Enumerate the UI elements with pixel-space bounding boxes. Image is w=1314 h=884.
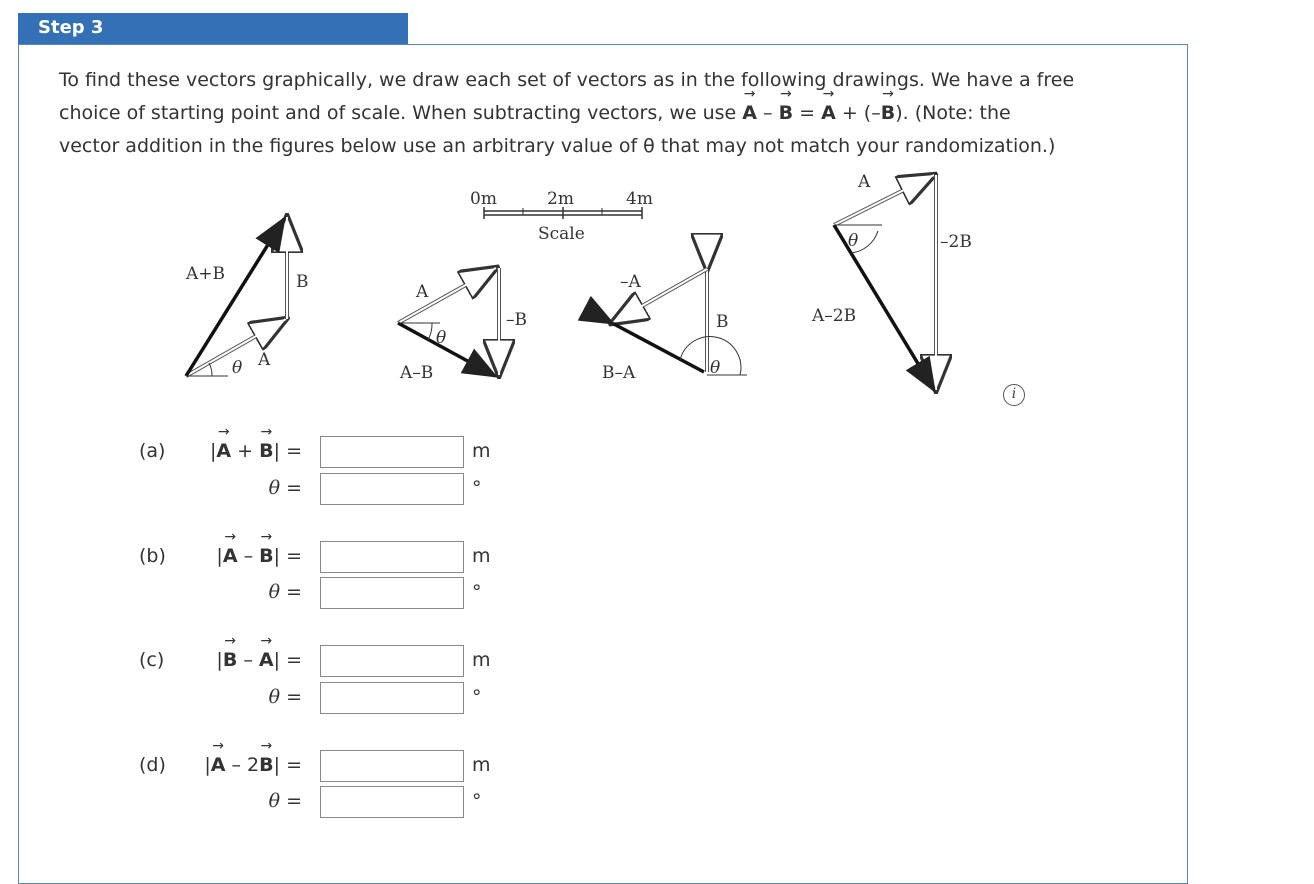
label-neg-2b: –2B [940, 232, 972, 252]
unit-meters: m [472, 649, 491, 671]
label-a-minus-b: A–B [400, 363, 434, 383]
label-a-minus-2b: A–2B [812, 306, 857, 326]
info-icon[interactable]: i [1003, 384, 1025, 406]
scale-tick-4: 4m [626, 189, 653, 209]
label-a: A [258, 350, 271, 370]
intro-line-2-text: choice of starting point and of scale. When subtracting vectors, we use [59, 102, 743, 124]
angle-input-b[interactable] [320, 577, 464, 609]
label-theta: θ [436, 328, 447, 348]
magnitude-expression [216, 545, 302, 567]
part-label: (c) [139, 649, 165, 671]
abs-bar-equals: | = [273, 545, 302, 567]
abs-bar: | [216, 649, 223, 671]
operator: – [237, 649, 259, 671]
label-b: B [716, 312, 729, 332]
theta-symbol: θ [268, 790, 281, 812]
label-neg-a: –A [620, 272, 641, 292]
unit-degrees: ° [472, 686, 482, 708]
magnitude-input-b[interactable] [320, 541, 464, 573]
scale-bar [470, 189, 653, 244]
question-c-magnitude-row [0, 645, 600, 679]
theta-symbol: θ [268, 581, 281, 603]
label-theta: θ [710, 358, 721, 378]
vector-diagram-svg [170, 165, 1010, 405]
abs-bar-equals: | = [273, 440, 302, 462]
theta-symbol: θ [268, 686, 281, 708]
question-b-magnitude-row [0, 541, 600, 575]
label-a: A [416, 282, 429, 302]
intro-line-2-end: ). (Note: the [895, 102, 1011, 124]
label-theta: θ [848, 231, 859, 251]
angle-expression [269, 686, 302, 708]
question-b-angle-row [0, 577, 600, 611]
magnitude-expression [210, 440, 302, 462]
label-a-plus-b: A+B [186, 264, 226, 284]
part-label: (d) [139, 754, 166, 776]
angle-expression [269, 581, 302, 603]
angle-expression [269, 477, 302, 499]
operator: + [231, 440, 260, 462]
question-d-magnitude-row [0, 750, 600, 784]
question-c-angle-row [0, 682, 600, 716]
intro-line-1: To find these vectors graphically, we draw each set of vectors as in the following drawings. We have a free [59, 69, 1075, 91]
scale-tick-0: 0m [470, 189, 497, 209]
plus-paren: + (– [835, 102, 881, 124]
vector-a: → A [211, 754, 226, 776]
magnitude-input-c[interactable] [320, 645, 464, 677]
diagram-a-plus-b [185, 217, 309, 378]
label-neg-b: –B [506, 310, 527, 330]
angle-expression [269, 790, 302, 812]
angle-input-a[interactable] [320, 473, 464, 505]
part-label: (a) [139, 440, 166, 462]
equals-sign: = [280, 790, 302, 812]
question-a-magnitude-row [0, 436, 600, 470]
vector-b: → B [881, 97, 895, 130]
unit-meters: m [472, 545, 491, 567]
abs-bar-equals: | = [273, 754, 302, 776]
abs-bar: | [210, 440, 217, 462]
unit-degrees: ° [472, 790, 482, 812]
vector-a: → A [223, 545, 238, 567]
vector-b: → B [223, 649, 237, 671]
abs-bar: | [204, 754, 211, 776]
angle-input-d[interactable] [320, 786, 464, 818]
question-a-angle-row [0, 473, 600, 507]
step-title: Step 3 [38, 17, 104, 38]
vector-b: → B [259, 545, 273, 567]
part-label: (b) [139, 545, 166, 567]
label-b-minus-a: B–A [602, 363, 636, 383]
vector-b: → B [259, 440, 273, 462]
operator: – [237, 545, 260, 567]
unit-meters: m [472, 440, 491, 462]
label-a: A [858, 172, 871, 192]
unit-meters: m [472, 754, 491, 776]
scale-tick-2: 2m [547, 189, 574, 209]
diagram-a-minus-2b [811, 172, 972, 390]
equals-sign: = [793, 102, 822, 124]
magnitude-expression [216, 649, 302, 671]
intro-text [59, 64, 1169, 163]
coefficient: 2 [247, 754, 260, 776]
equals-sign: = [280, 581, 302, 603]
angle-input-c[interactable] [320, 682, 464, 714]
scale-label: Scale [538, 224, 585, 244]
vector-b: → B [259, 754, 273, 776]
unit-degrees: ° [472, 477, 482, 499]
minus-sign: – [757, 102, 779, 124]
unit-degrees: ° [472, 581, 482, 603]
abs-bar-equals: | = [273, 649, 302, 671]
vector-a: → A [821, 97, 836, 130]
magnitude-input-a[interactable] [320, 436, 464, 468]
magnitude-expression [204, 754, 302, 776]
equals-sign: = [280, 477, 302, 499]
diagram-a-minus-b [398, 268, 527, 383]
vector-b: → B [779, 97, 793, 130]
equals-sign: = [280, 686, 302, 708]
theta-symbol: θ [268, 477, 281, 499]
intro-line-3: vector addition in the figures below use an arbitrary value of θ that may not match your randomization.) [59, 135, 1056, 157]
label-theta: θ [232, 358, 243, 378]
vector-a: → A [259, 649, 274, 671]
diagram-b-minus-a [602, 269, 747, 383]
vector-a: → A [742, 97, 757, 130]
intro-line-2 [59, 97, 1169, 130]
operator: – [225, 754, 248, 776]
vector-diagrams [170, 165, 1010, 405]
vector-a: → A [216, 440, 231, 462]
magnitude-input-d[interactable] [320, 750, 464, 782]
label-b: B [296, 272, 309, 292]
question-d-angle-row [0, 786, 600, 820]
step-header [18, 13, 408, 44]
abs-bar: | [216, 545, 223, 567]
